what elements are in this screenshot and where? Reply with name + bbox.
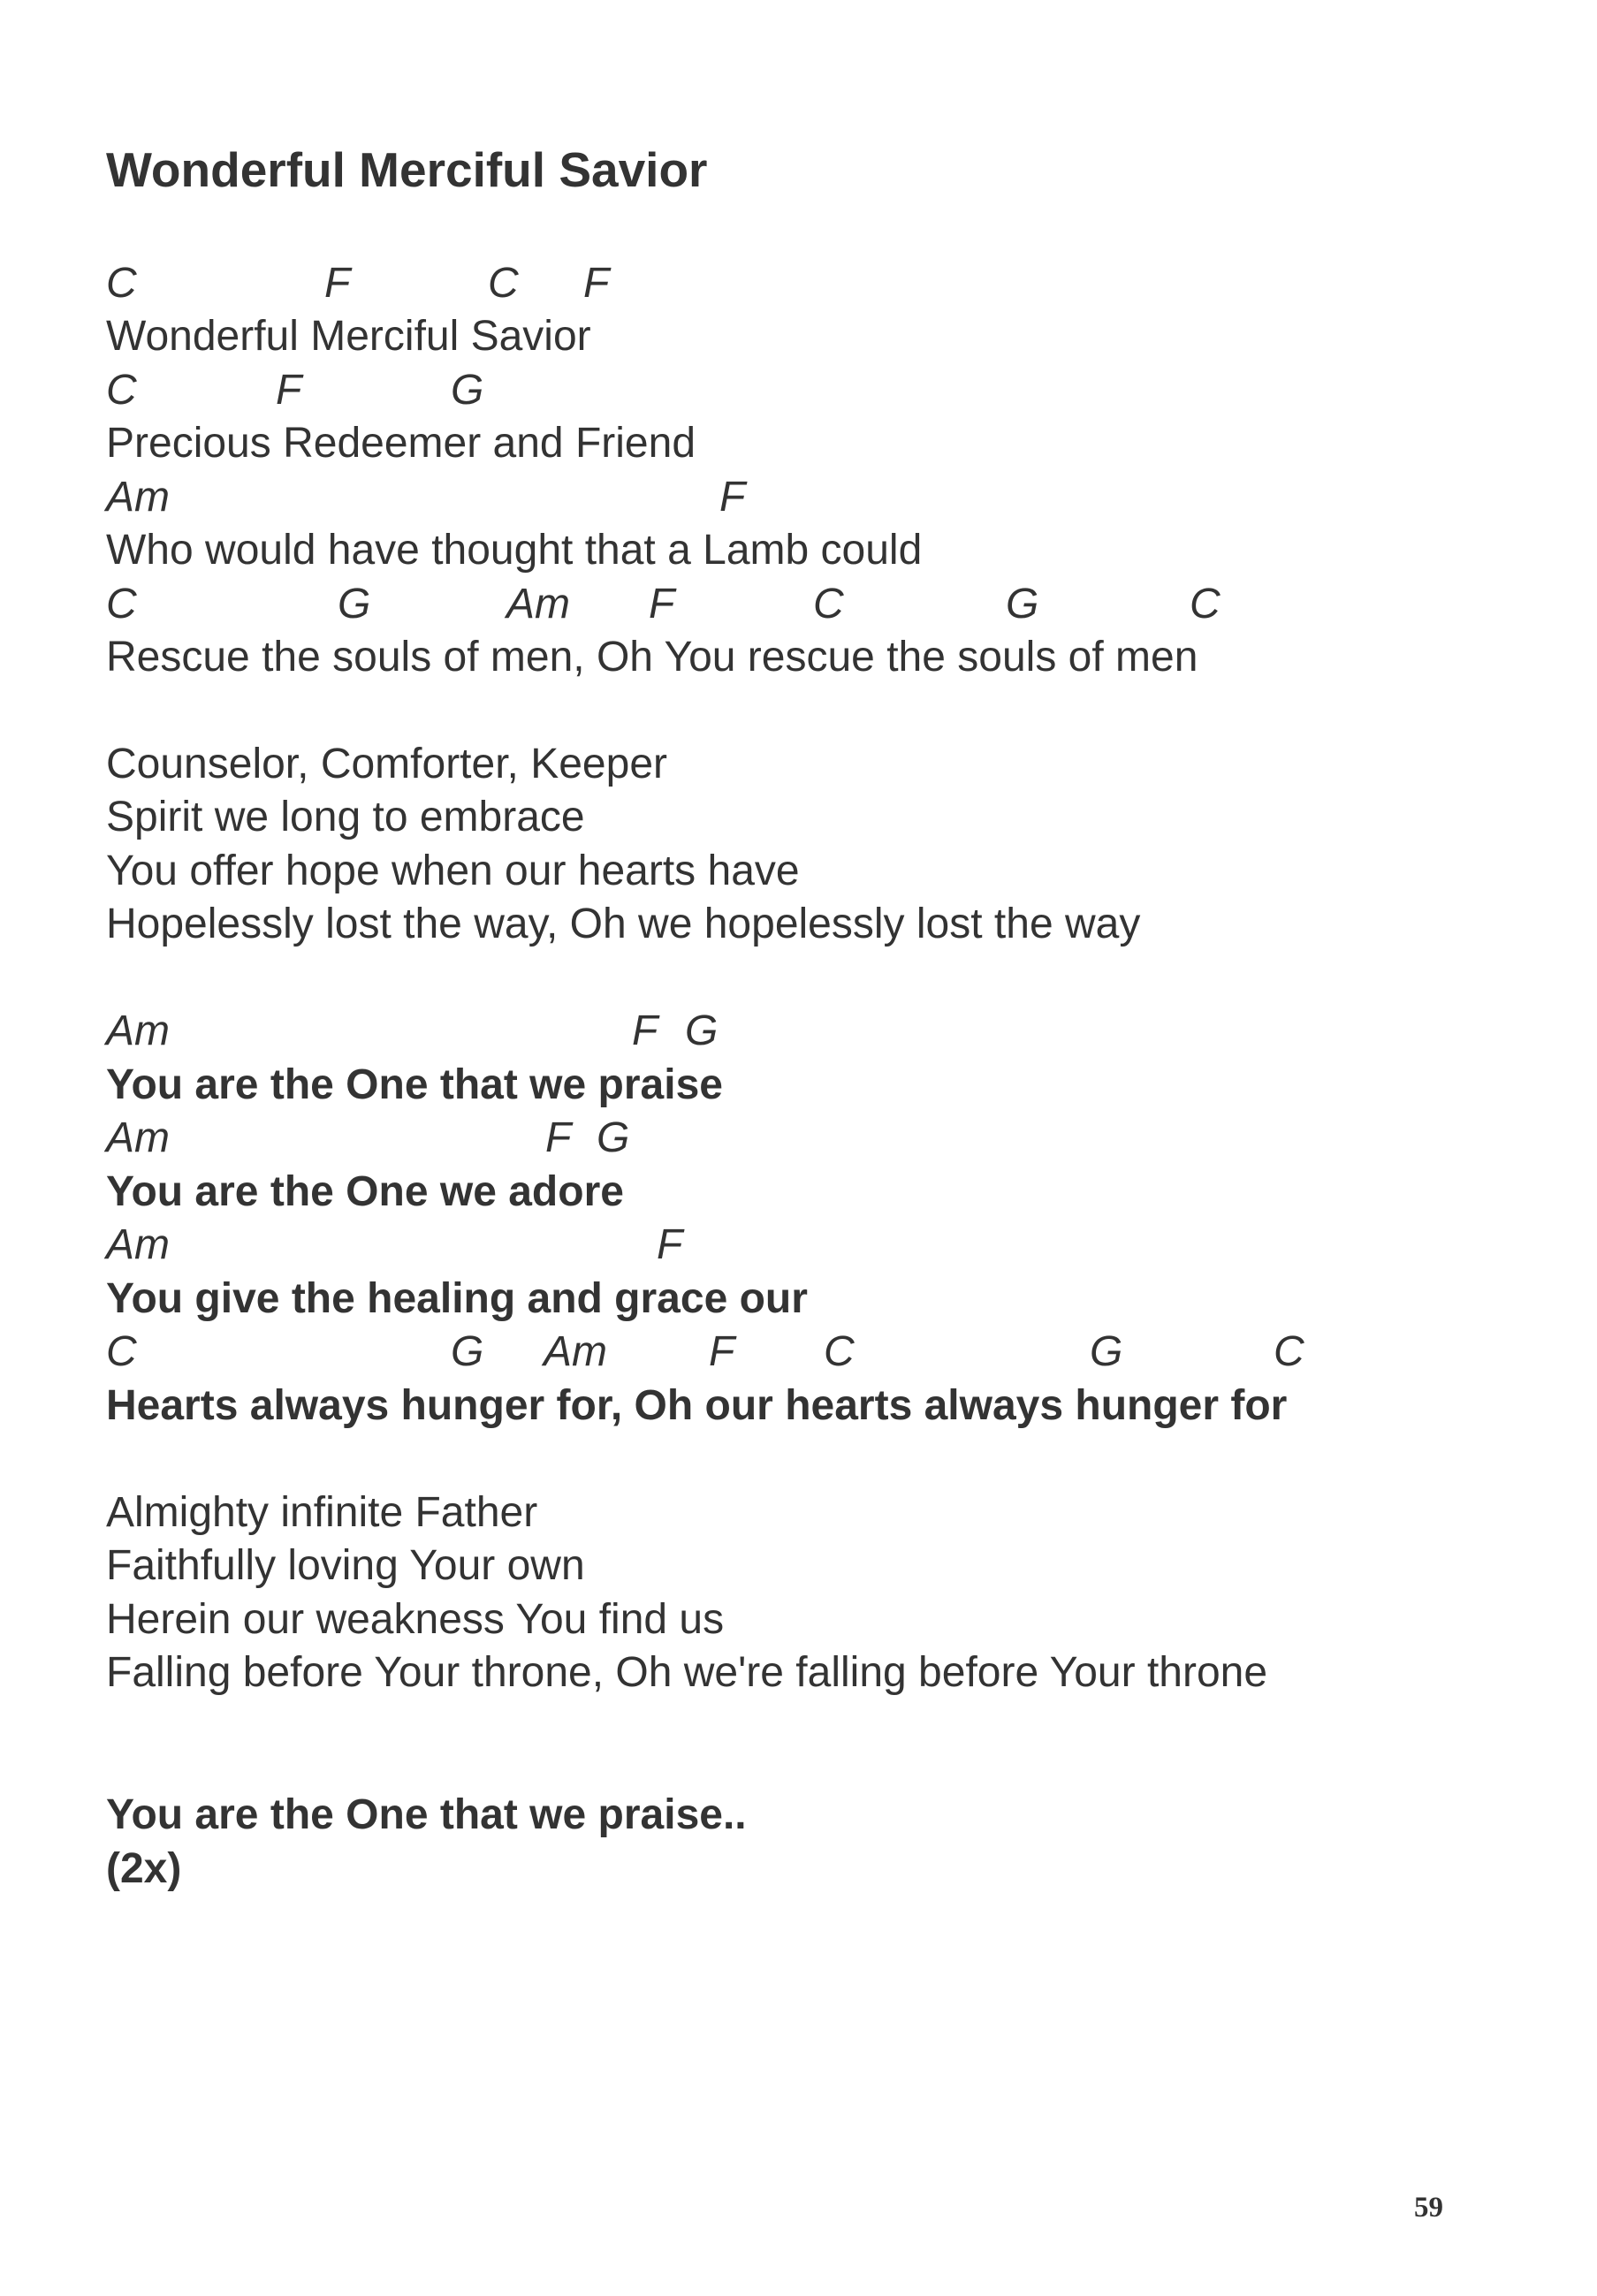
chord: F (583, 260, 610, 307)
chord-line (106, 1221, 1520, 1277)
chord: C (106, 260, 137, 307)
chord: C (106, 1328, 137, 1375)
chord: C (1274, 1328, 1304, 1375)
lyric-line: Rescue the souls of men, Oh You rescue the souls of men (106, 634, 1198, 680)
chord-line (106, 1007, 1520, 1063)
chord: F (709, 1328, 735, 1375)
chord: C (1190, 581, 1221, 627)
chord: G (451, 367, 484, 414)
chord: F (276, 367, 302, 414)
repeat-count: (2x) (106, 1845, 182, 1892)
chord: G (597, 1114, 630, 1161)
lyric-line: Almighty infinite Father (106, 1489, 538, 1536)
chord: Am (106, 474, 170, 521)
chord: Am (544, 1328, 607, 1375)
lyric-line: Who would have thought that a Lamb could (106, 527, 923, 574)
chord: Am (106, 1007, 170, 1054)
chord: F (545, 1114, 572, 1161)
chord: F (632, 1007, 658, 1054)
chord: F (324, 260, 351, 307)
chord: C (488, 260, 519, 307)
lyric-line: Counselor, Comforter, Keeper (106, 741, 667, 787)
chorus-repeat-line: You are the One that we praise.. (106, 1791, 747, 1838)
chord: C (106, 367, 137, 414)
lyric-line: Wonderful Merciful Savior (106, 313, 591, 360)
chord: C (824, 1328, 855, 1375)
lyric-line: You offer hope when our hearts have (106, 848, 800, 894)
lyric-line: Faithfully loving Your own (106, 1542, 585, 1589)
chord-line (106, 369, 1520, 422)
lyric-line: Herein our weakness You find us (106, 1596, 725, 1643)
chord: F (719, 474, 746, 521)
chord: G (338, 581, 371, 627)
song-title: Wonderful Merciful Savior (106, 142, 708, 197)
chord-line (106, 1328, 1520, 1384)
chorus-line: Hearts always hunger for, Oh our hearts always hunger for (106, 1382, 1288, 1429)
chord: Am (106, 1114, 170, 1161)
chord-line (106, 583, 1520, 636)
chord: Am (106, 1221, 170, 1268)
chorus-line: You give the healing and grace our (106, 1275, 808, 1322)
chord-line (106, 262, 1520, 316)
chord: G (451, 1328, 484, 1375)
chord: C (106, 581, 137, 627)
chord: C (813, 581, 844, 627)
lyric-line: Hopelessly lost the way, Oh we hopelessly lost the way (106, 901, 1141, 947)
chord: G (685, 1007, 719, 1054)
chord: G (1006, 581, 1039, 627)
chorus-line: You are the One we adore (106, 1168, 624, 1215)
lyric-line: Spirit we long to embrace (106, 794, 585, 840)
page-number: 59 (1414, 2192, 1443, 2224)
chord: F (649, 581, 675, 627)
chord-line (106, 1114, 1520, 1170)
chord-line (106, 476, 1520, 529)
chorus-line: You are the One that we praise (106, 1061, 723, 1108)
chord: G (1090, 1328, 1123, 1375)
chord: F (657, 1221, 683, 1268)
lyric-line: Falling before Your throne, Oh we're falling before Your throne (106, 1649, 1268, 1696)
lyric-line: Precious Redeemer and Friend (106, 420, 696, 467)
chord: Am (506, 581, 570, 627)
